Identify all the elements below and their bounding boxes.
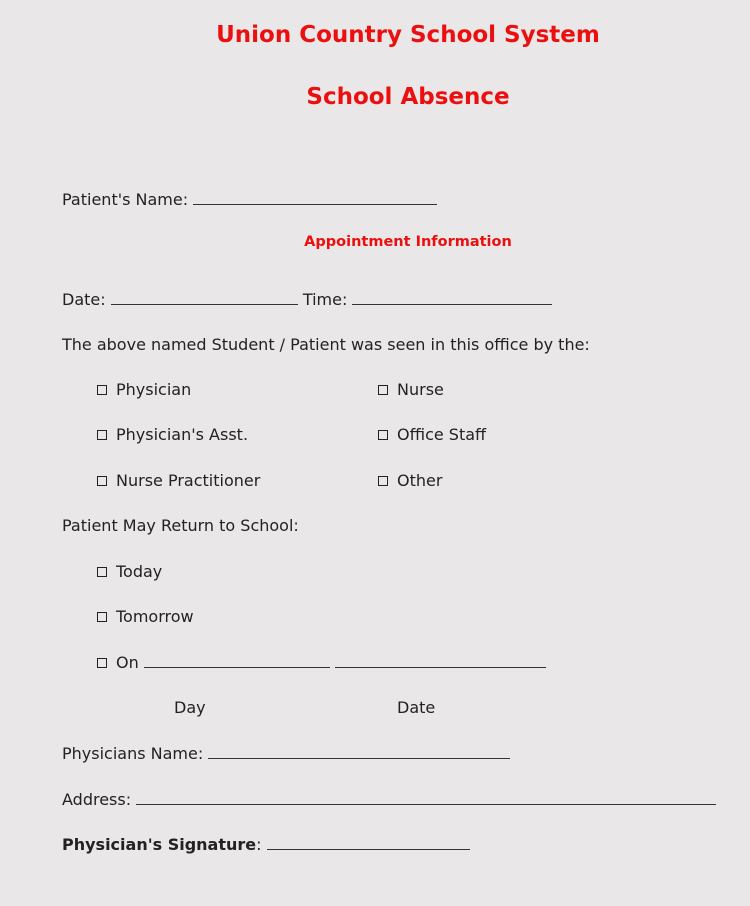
checkbox-on[interactable] [97,658,107,668]
return-option-tomorrow[interactable] [97,607,194,627]
signature-colon: : [256,835,262,854]
return-day-field[interactable] [144,652,330,668]
option-nurse-practitioner[interactable] [97,471,260,491]
return-option-today-label: Today [116,562,163,581]
option-nurse-practitioner-label: Nurse Practitioner [116,471,261,490]
return-label: Patient May Return to School: [62,516,299,535]
option-other[interactable] [378,471,442,491]
checkbox-nurse[interactable] [378,385,388,395]
checkbox-physicians-asst[interactable] [97,430,107,440]
patient-name-field[interactable] [193,189,437,205]
form-title: Union Country School System [216,22,600,48]
option-office-staff-label: Office Staff [397,425,487,444]
signature-row [62,834,470,855]
checkbox-physician[interactable] [97,385,107,395]
signature-label: Physician's Signature [62,835,257,854]
option-nurse[interactable] [378,380,444,400]
checkbox-today[interactable] [97,567,107,577]
patient-name-row [62,189,437,210]
date-caption: Date [397,698,436,717]
checkbox-nurse-practitioner[interactable] [97,476,107,486]
appointment-heading: Appointment Information [304,234,512,250]
time-label: Time: [302,290,348,309]
return-option-today[interactable] [97,562,162,582]
return-date-field[interactable] [335,652,546,668]
day-caption: Day [174,698,206,717]
address-label: Address: [62,790,132,809]
return-option-on-label: On [116,653,139,672]
option-physician[interactable] [97,380,191,400]
time-field[interactable] [352,289,552,305]
physicians-name-field[interactable] [208,743,510,759]
checkbox-tomorrow[interactable] [97,612,107,622]
checkbox-office-staff[interactable] [378,430,388,440]
seen-by-statement: The above named Student / Patient was seen in this office by the: [62,335,590,354]
form-subtitle: School Absence [306,84,510,110]
date-time-row [62,289,552,310]
address-row [62,789,716,810]
physicians-name-label: Physicians Name: [62,744,204,763]
address-field[interactable] [136,789,716,805]
option-physician-label: Physician [116,380,192,399]
return-option-tomorrow-label: Tomorrow [116,607,194,626]
option-physicians-asst-label: Physician's Asst. [116,425,249,444]
date-label: Date: [62,290,106,309]
option-office-staff[interactable] [378,425,486,445]
patient-name-label: Patient's Name: [62,190,189,209]
checkbox-other[interactable] [378,476,388,486]
option-nurse-label: Nurse [397,380,444,399]
option-other-label: Other [397,471,443,490]
return-option-on[interactable] [97,652,546,673]
option-physicians-asst[interactable] [97,425,248,445]
date-field[interactable] [111,289,298,305]
signature-field[interactable] [267,834,470,850]
physicians-name-row [62,743,510,764]
